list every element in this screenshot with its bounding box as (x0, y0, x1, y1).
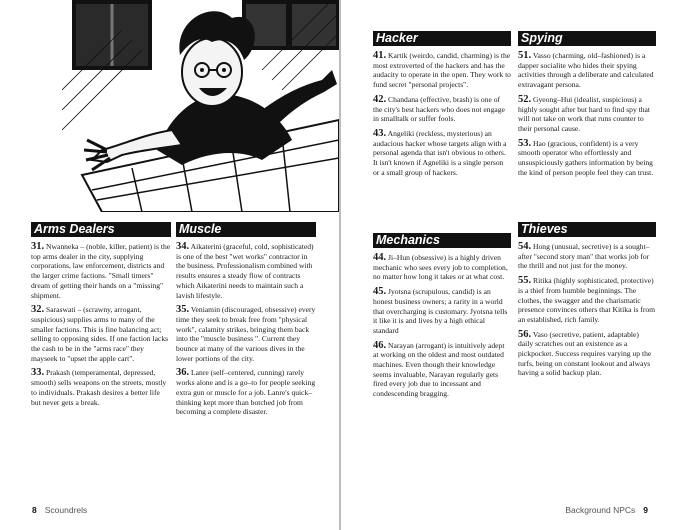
footer-right (565, 505, 648, 515)
entry-name: Aikaterini (graceful, cold, sophisticated) (190, 242, 314, 251)
npc-entry (373, 95, 511, 124)
section-title: Muscle (176, 222, 316, 237)
entry-name: Nwanneka – (noble, killer, patient) (46, 242, 153, 251)
hacker-illustration (62, 0, 339, 212)
entry-name: Hao (gracious, confident) (533, 138, 611, 148)
entry-name: Jyotsna (scrupulous, candid) (388, 287, 475, 297)
entry-text: is the top arms dealer in the city, supplying corporations, law enforcement, districts and the larger crime factions. "Small timers" dream of getting their hands on a "missing" shipment. (31, 242, 171, 300)
left-page (0, 0, 339, 530)
entry-name: Angeliki (reckless, mysterious) (387, 128, 483, 138)
entry-text: is one of the best "wet works" contractor in the business. Professionalism combined with results ensures a steady flow of contracts which Aikaterini needs to maintain such a lavish lifestyle. (176, 251, 313, 300)
section-spying (518, 31, 656, 177)
npc-entry (518, 95, 656, 134)
entry-text: is intuitively adept at working on the oldest and most outdated machines. Even though their knowledge seems invaluable, Narayan regularly gets fired every job due to incessant and condescending bragging. (373, 340, 505, 399)
entry-number: 41. (373, 50, 387, 61)
entry-name: Chandana (effective, brash) (388, 94, 473, 104)
npc-entry (518, 51, 656, 90)
npc-entry (176, 242, 316, 300)
entry-name: Ji–Hun (obsessive) (388, 253, 447, 262)
npc-entry (518, 242, 656, 271)
entry-number: 31. (31, 241, 45, 252)
entry-name: Vasso (charming, old–fashioned) (532, 51, 634, 60)
entry-name: Vaso (secretive, patient, adaptable) (532, 329, 639, 339)
npc-entry (31, 242, 171, 300)
entry-text: supplies arms to many of the smaller factions. This is fine balancing act; selling to opposing sides. If one faction lacks the cash to be in the "arms race" they mayseek to "upset the apple cart". (31, 314, 169, 363)
footer-title: Background NPCs (565, 505, 636, 515)
entry-name: Gyeong–Hui (idealist, suspicious) (533, 94, 637, 104)
entry-number: 33. (31, 367, 45, 379)
footer-left (32, 505, 87, 515)
entry-text: is a very smooth operator who effortlessly and unsuspiciously gathers information by being the kind of person people feel they can trust. (518, 138, 654, 177)
entry-name: Kartik (weirdo, candid, charming) (388, 51, 492, 60)
entry-number: 54. (518, 241, 532, 252)
section-arms-dealers (31, 222, 171, 407)
entry-number: 53. (518, 137, 532, 149)
section-mechanics (373, 233, 511, 399)
entry-text: is an honest business owners; a rarity in a world that overcharging is customary. Jyotsna tells it like it is and lives by a high ethical standard (373, 287, 508, 335)
entry-name: Hong (unusual, secretive) (533, 242, 612, 251)
npc-entry (373, 253, 511, 282)
entry-text: is the most extroverted of the hackers and has the audacity to operate in the open. They work to fund secret "personal projects". (373, 51, 511, 90)
section-title: Hacker (373, 31, 511, 46)
entry-text: is a thief from humble beginnings. The clothes, the swagger and the charismatic presence convinces others that Kitika is from an established, rich family. (518, 285, 656, 324)
entry-number: 42. (373, 93, 387, 105)
entry-number: 34. (176, 241, 190, 252)
npc-entry (373, 51, 511, 90)
entry-name: Prakash (temperamental, depressed, smooth) (31, 368, 156, 388)
entry-number: 46. (373, 339, 387, 351)
npc-entry (518, 276, 656, 325)
entry-number: 35. (176, 304, 190, 316)
entry-number: 36. (176, 367, 190, 379)
npc-entry (373, 129, 511, 178)
right-page (341, 0, 680, 530)
entry-number: 52. (518, 93, 532, 105)
npc-entry (373, 287, 511, 336)
entry-text: is one of the city's best hackers who does not engage in smalltalk or suffer fools. (373, 94, 505, 124)
entry-name: Saraswati – (scrawny, arrogant, suspicious) (31, 305, 142, 324)
page-number: 9 (643, 505, 648, 515)
entry-number: 44. (373, 252, 387, 263)
entry-text: rarely works alone and is a go–to for people seeking extra gun or muscle for a job. Lanre's quick–thinking kept more than botched job from becoming a complete disaster. (176, 368, 316, 417)
npc-entry (176, 368, 316, 417)
entry-text: is a highly driven mechanic who sees every job to completion, no matter how long it takes or at what cost. (373, 253, 508, 282)
section-muscle (176, 222, 316, 417)
entry-name: Narayan (arrogant) (388, 340, 447, 350)
npc-entry (518, 139, 656, 178)
entry-number: 45. (373, 286, 387, 298)
section-title: Mechanics (373, 233, 511, 248)
entry-name: Ritika (highly sophisticated, protective) (533, 276, 654, 286)
footer-title: Scoundrels (44, 505, 88, 515)
entry-text: is a sought–after "second story man" that works job for the thrill and not just for the money. (518, 242, 650, 271)
npc-entry (31, 368, 171, 407)
entry-name: Veniamin (discouraged, obsessive) (190, 305, 297, 315)
entry-text: every time they seek to break free from "physical work", calamity strikes, bringing them back into the "muscle business ". Current they bounce at many of the various dives in the lower portions of the city. (176, 305, 316, 363)
entry-number: 32. (31, 304, 45, 316)
page-number: 8 (32, 505, 37, 515)
section-title: Arms Dealers (31, 222, 171, 237)
entry-text: daily scratches out an existence as a pickpocket. Success requires varying up the turfs, being on constant lookout and always having a solid backup plan. (518, 339, 652, 378)
npc-entry (373, 341, 511, 399)
section-title: Spying (518, 31, 656, 46)
section-thieves (518, 222, 656, 378)
npc-entry (176, 305, 316, 363)
entry-number: 56. (518, 328, 532, 340)
npc-entry (518, 330, 656, 379)
entry-number: 43. (373, 127, 387, 139)
entry-name: Lanre (self–centered, cunning) (191, 368, 285, 378)
section-title: Thieves (518, 222, 656, 237)
entry-text: a highly sought after but hard to find spy that will not take on work that runs counter to their personal cause. (518, 94, 651, 133)
npc-entry (31, 305, 171, 363)
entry-text: is a dapper socialite who hides their spying activities through a deliberate and calculated extravagant persona. (518, 51, 654, 90)
section-hacker (373, 31, 511, 177)
entry-number: 55. (518, 275, 532, 287)
entry-text: sells weapons on the streets, mostly to individuals. Prakash desires a better life but never gets a break. (31, 378, 167, 407)
entry-number: 51. (518, 50, 532, 61)
entry-text: an audacious hacker whose targets align with a personal agenda that isn't obvious to others. It isn't known if Agneliki is a single person or a small group of hackers. (373, 128, 507, 177)
